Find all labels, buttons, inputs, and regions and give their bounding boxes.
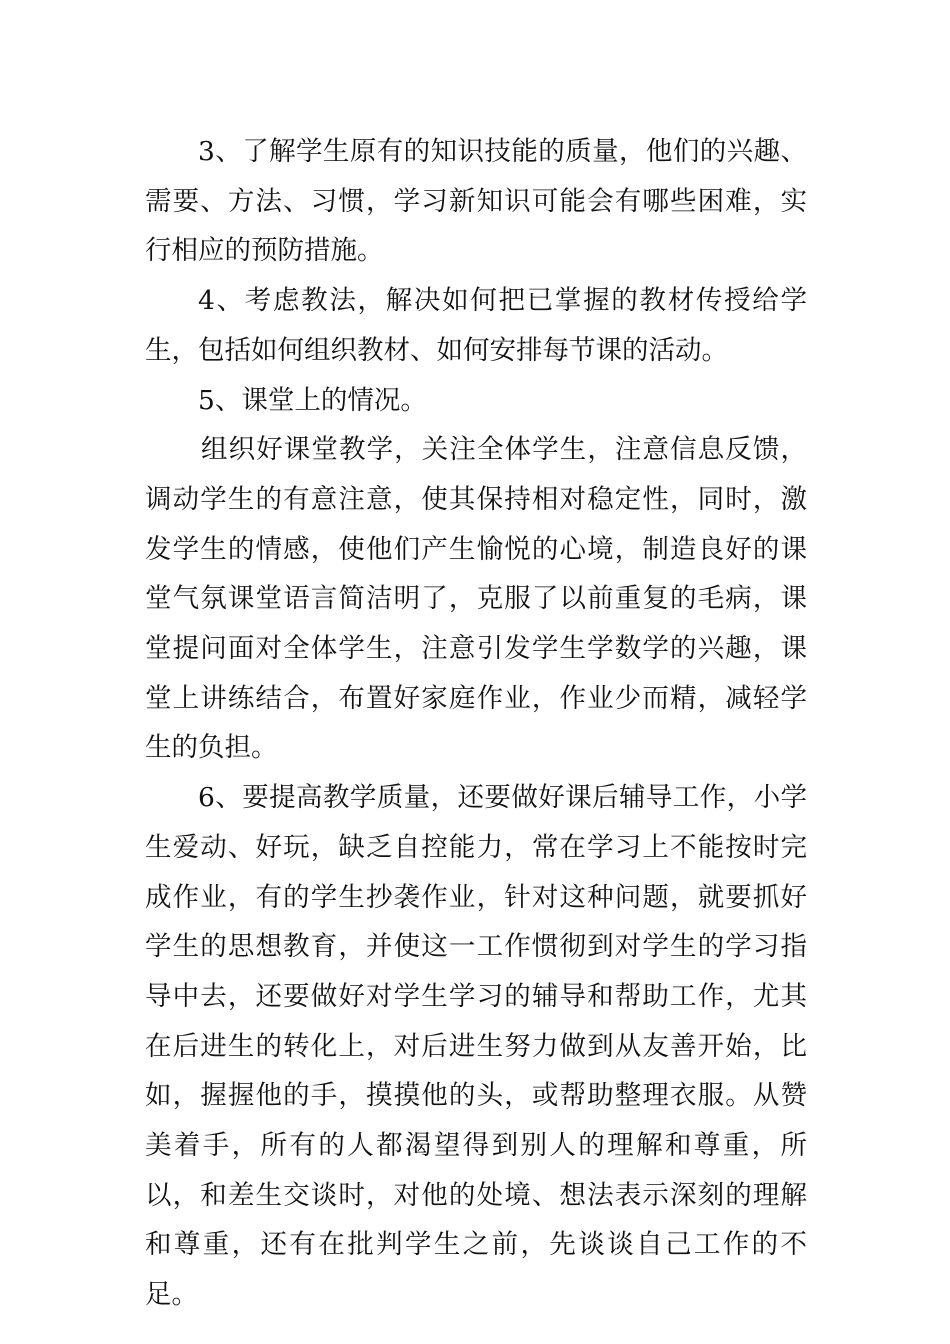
paragraph-item-3: 3、了解学生原有的知识技能的质量，他们的兴趣、需要、方法、习惯，学习新知识可能会有哪些困难，实行相应的预防措施。 [145, 136, 807, 267]
paragraph-item-5: 5、课堂上的情况。 [198, 384, 427, 416]
paragraph-classroom-teaching: 组织好课堂教学，关注全体学生，注意信息反馈，调动学生的有意注意，使其保持相对稳定性，同时，激发学生的情感，使他们产生愉悦的心境，制造良好的课堂气氛课堂语言简洁明了，克服了以前重复的毛病，课堂提问面对全体学生，注意引发学生学数学的兴趣，课堂上讲练结合，布置好家庭作业，作业少而精，减轻学生的负担。 [145, 434, 807, 764]
paragraph-item-4: 4、考虑教法，解决如何把已掌握的教材传授给学生，包括如何组织教材、如何安排每节课的活动。 [145, 285, 807, 366]
document-body [145, 127, 807, 1320]
paragraph-item-6: 6、要提高教学质量，还要做好课后辅导工作，小学生爱动、好玩，缺乏自控能力，常在学习上不能按时完成作业，有的学生抄袭作业，针对这种问题，就要抓好学生的思想教育，并使这一工作惯彻到对学生的学习指导中去，还要做好对学生学习的辅导和帮助工作，尤其在后进生的转化上，对后进生努力做到从友善开始，比如，握握他的手，摸摸他的头，或帮助整理衣服。从赞美着手，所有的人都渴望得到别人的理解和尊重，所以，和差生交谈时，对他的处境、想法表示深刻的理解和尊重，还有在批判学生之前，先谈谈自己工作的不足。 [145, 782, 807, 1311]
